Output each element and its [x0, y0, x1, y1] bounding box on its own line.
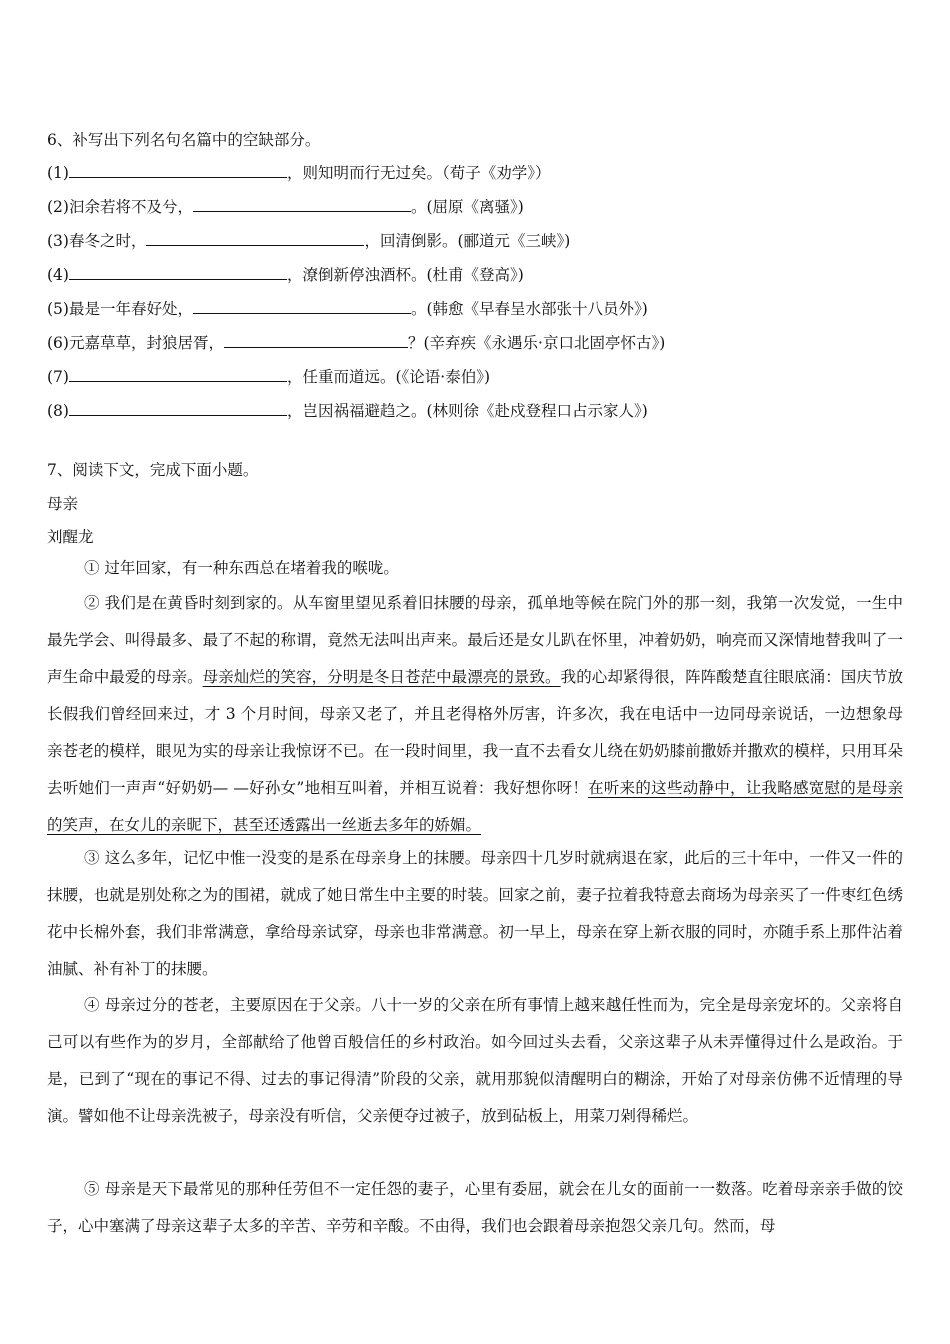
item-8-suffix: ，岂因祸福避趋之。(林则徐《赴戍登程口占示家人》)	[286, 402, 648, 420]
item-3-blank[interactable]	[146, 231, 364, 246]
paragraph-4: ④ 母亲过分的苍老，主要原因在于父亲。八十一岁的父亲在所有事情上越来越任性而为，完全是母亲宠坏的。父亲将自己可以有些作为的岁月，全部献给了他曾百般信任的乡村政治。如今回过头去看，父亲这辈子从未弄懂得过什么是政治。于是，已到了“现在的事记不得、过去的事记得清”阶段的父亲，就用那貌似清醒明白的糊涂，开始了对母亲仿佛不近情理的导演。譬如他不让母亲洗被子，母亲没有听信，父亲便夺过被子，放到砧板上，用菜刀剁得稀烂。	[47, 996, 903, 1125]
paragraph-2-part-b: 我的心却紧得很，阵阵酸楚直往眼底涌：国庆节放长假我们曾经回来过，才 3 个月时间，母亲又老了，并且老得格外厉害，许多次，我在电话中一边同母亲说话，一边想象母亲苍老的模样，眼见为实的母亲让我惊讶不已。在一段时间里，我一直不去看女儿绕在奶奶膝前撒娇并撒欢的模样，只用耳朵去听她们一声声“好奶奶— —好孙女”地相互叫着，并相互说着：我好想你呀！	[47, 668, 903, 797]
paragraph-3: ③ 这么多年，记忆中惟一没变的是系在母亲身上的抹腰。母亲四十几岁时就病退在家，此后的三十年中，一件又一件的抹腰，也就是别处称之为的围裙，就成了她日常生中主要的时装。回家之前，妻子拉着我特意去商场为母亲买了一件枣红色绣花中长棉外套，我们非常满意，拿给母亲试穿，母亲也非常满意。初一早上，母亲在穿上新衣服的同时，亦随手系上那件沾着油腻、补有补丁的抹腰。	[47, 849, 903, 978]
item-1-prefix: (1)	[47, 164, 69, 182]
item-6-prefix: (6)元嘉草草，封狼居胥，	[47, 334, 224, 352]
item-4-blank[interactable]	[69, 265, 287, 280]
fill-blank-item-2	[47, 197, 524, 217]
question-7-title: 7、阅读下文，完成下面小题。	[47, 461, 259, 479]
item-7-suffix: ，任重而道远。(《论语·泰伯》)	[286, 368, 490, 386]
item-2-suffix: 。(屈原《离骚》)	[410, 198, 524, 216]
item-4-suffix: ，潦倒新停浊酒杯。(杜甫《登高》)	[286, 266, 524, 284]
item-8-blank[interactable]	[69, 401, 287, 416]
item-4-prefix: (4)	[47, 266, 69, 284]
underlined-sentence-1: 母亲灿烂的笑容，分明是冬日苍茫中最漂亮的景致。	[202, 668, 561, 686]
item-3-prefix: (3)春冬之时，	[47, 232, 147, 250]
item-2-prefix: (2)汩余若将不及兮，	[47, 198, 193, 216]
item-5-prefix: (5)最是一年春好处，	[47, 300, 193, 318]
item-7-prefix: (7)	[47, 368, 69, 386]
item-1-blank[interactable]	[69, 163, 287, 178]
fill-blank-item-1	[47, 163, 550, 183]
item-5-blank[interactable]	[193, 299, 411, 314]
fill-blank-item-5	[47, 299, 648, 319]
item-6-suffix: ？(辛弃疾《永遇乐·京口北固亭怀古》)	[407, 334, 666, 352]
paragraph-5: ⑤ 母亲是天下最常见的那种任劳但不一定任怨的妻子，心里有委屈，就会在儿女的面前一一数落。吃着母亲亲手做的饺子，心中塞满了母亲这辈子太多的辛苦、辛劳和辛酸。不由得，我们也会跟着母亲抱怨父亲几句。然而，母	[47, 1180, 903, 1235]
item-3-suffix: ，回清倒影。(郦道元《三峡》)	[364, 232, 571, 250]
fill-blank-item-6	[47, 333, 665, 353]
item-1-suffix: ，则知明而行无过矣。（荀子《劝学》）	[286, 164, 551, 182]
item-8-prefix: (8)	[47, 402, 69, 420]
paragraph-2-part-a: ② 我们是在黄昏时刻到家的。从车窗里望见系着旧抹腰的母亲，孤单地等候在院门外的那一刻，我第一次发觉，一生中最先学会、叫得最多、最了不起的称谓，竟然无法叫出声来。最后还是女儿趴在怀里，冲着奶奶，响亮而又深情地替我叫了一声生命中最爱的母亲。	[47, 594, 903, 686]
question-6-title: 6、补写出下列名句名篇中的空缺部分。	[47, 131, 321, 149]
item-5-suffix: 。(韩愈《早春呈水部张十八员外》)	[410, 300, 648, 318]
underlined-sentence-2: 在听来的这些动静中，让我略感宽慰的是母亲的笑声，在女儿的亲昵下，甚至还透露出一丝逝去多年的娇媚。	[47, 779, 903, 834]
fill-blank-item-4	[47, 265, 524, 285]
fill-blank-item-3	[47, 231, 570, 251]
article-author: 刘醒龙	[47, 528, 94, 546]
fill-blank-item-7	[47, 367, 490, 387]
article-title: 母亲	[47, 495, 79, 513]
item-2-blank[interactable]	[193, 197, 411, 212]
paragraph-2	[47, 585, 903, 844]
item-7-blank[interactable]	[69, 367, 287, 382]
paragraph-1: ① 过年回家，有一种东西总在堵着我的喉咙。	[84, 559, 399, 577]
item-6-blank[interactable]	[224, 333, 408, 348]
fill-blank-item-8	[47, 401, 648, 421]
